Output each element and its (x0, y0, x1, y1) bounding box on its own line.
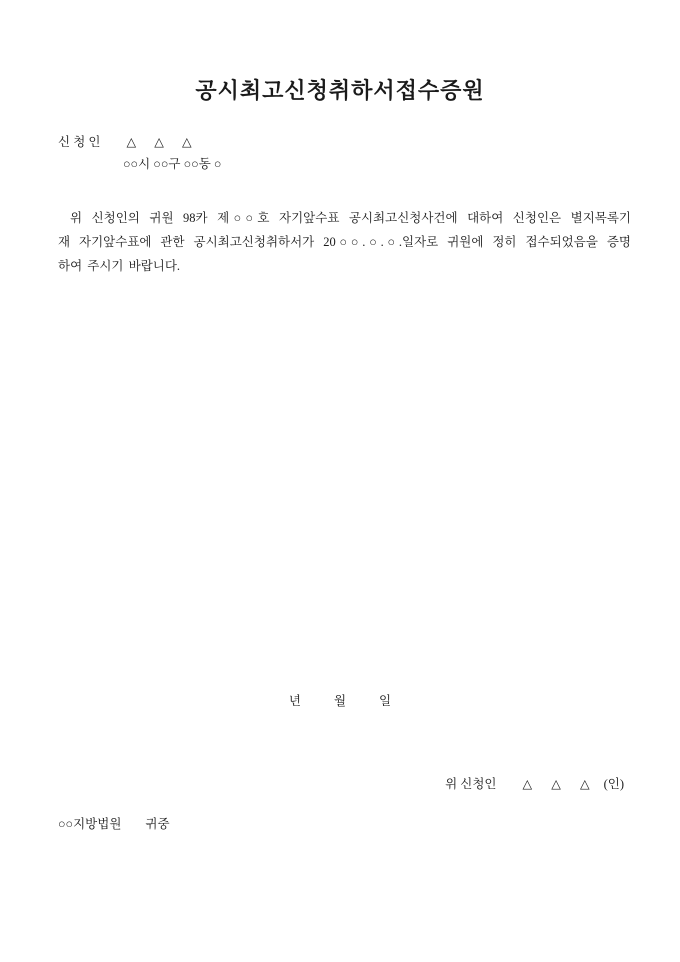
document-title: 공시최고신청취하서접수증원 (195, 78, 485, 103)
signature-line (445, 774, 624, 792)
date-month-label: 월 (333, 694, 347, 708)
body-paragraph (58, 206, 631, 278)
applicant-address-row (58, 153, 221, 175)
date-year-label: 년 (288, 694, 301, 708)
body-line-1: 위 신청인의 귀원 98카 제○○호 자기앞수표 공시최고신청사건에 대하여 신청인은 별지목록기 (70, 211, 631, 225)
applicant-address: ○○시 ○○구 ○○동 ○ (123, 157, 222, 171)
signature-prefix: 위 신청인 (445, 777, 497, 791)
signature-seal: (인) (603, 777, 624, 791)
court-name: ○○지방법원 (58, 817, 122, 831)
applicant-block (58, 131, 221, 175)
date-day-label: 일 (379, 694, 392, 708)
applicant-name-row (58, 131, 221, 153)
applicant-name: △ △ △ (126, 135, 192, 149)
body-line-3: 하여 주시기 바랍니다. (58, 259, 181, 273)
court-honorific: 귀중 (145, 817, 170, 831)
date-line (0, 691, 680, 709)
addressed-court-line (58, 814, 170, 832)
applicant-label: 신 청 인 (58, 135, 101, 149)
body-line-2: 재 자기앞수표에 관한 공시최고신청취하서가 20○○.○.○.일자로 귀원에 정히 접수되었음을 증명 (58, 235, 631, 249)
signature-name: △ △ △ (522, 777, 590, 791)
